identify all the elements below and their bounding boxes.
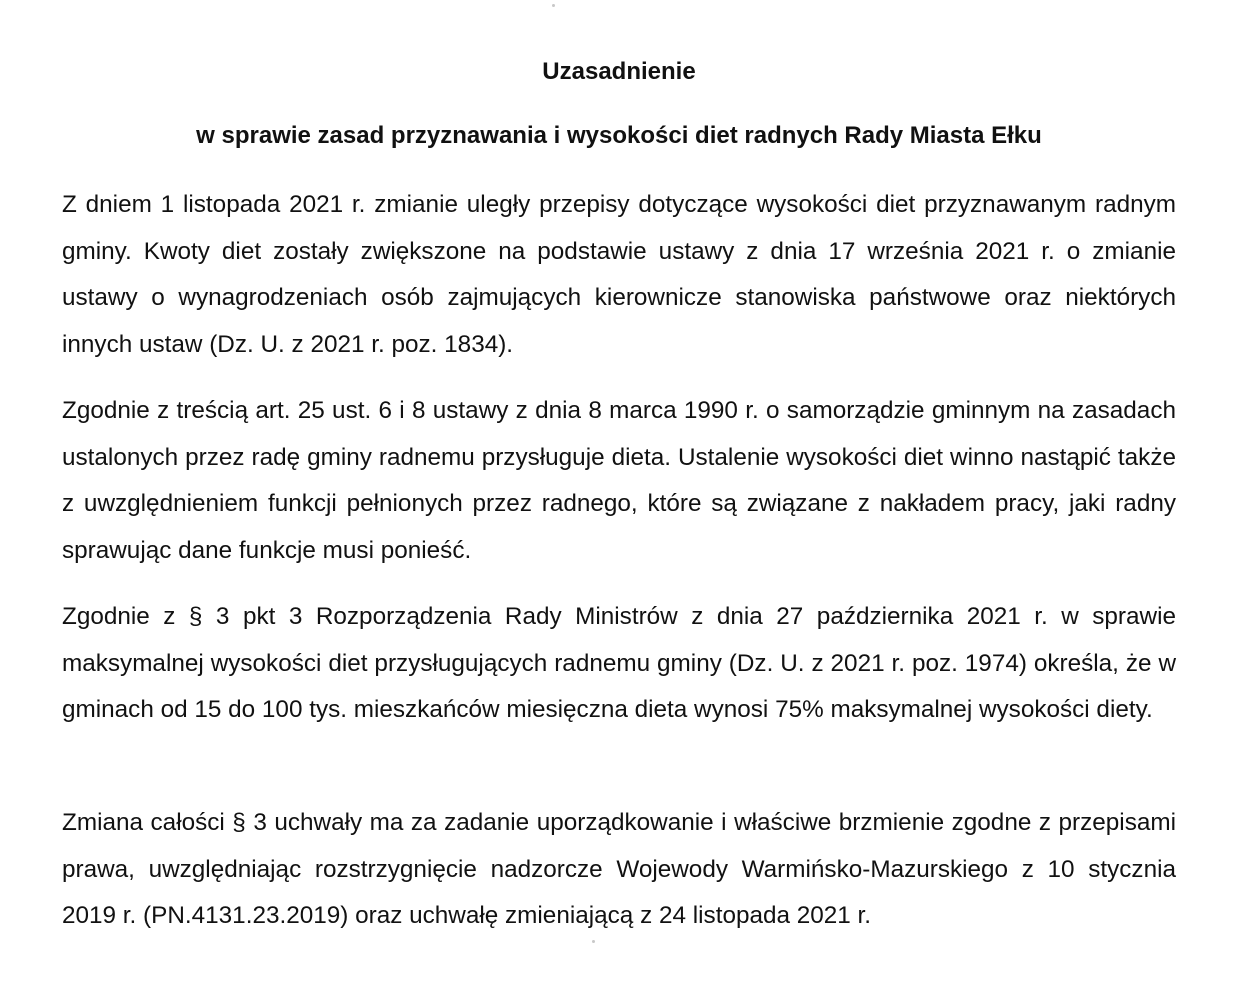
document-title: Uzasadnienie — [542, 58, 696, 85]
document-subtitle: w sprawie zasad przyznawania i wysokości diet radnych Rady Miasta Ełku — [196, 122, 1042, 149]
scan-speck — [592, 940, 595, 943]
paragraph-4: Zmiana całości § 3 uchwały ma za zadanie uporządkowanie i właściwe brzmienie zgodne z przepisami prawa, uwzględniając rozstrzygnięcie nadzorcze Wojewody Warmińsko-Mazurskiego z 10 stycznia 2019 r. (PN.4131.23.2019) oraz uchwałę zmieniającą z 24 listopada 2021 r. — [62, 809, 1176, 929]
scan-speck — [552, 4, 555, 7]
paragraph-1: Z dniem 1 listopada 2021 r. zmianie uległy przepisy dotyczące wysokości diet przyznawanym radnym gminy. Kwoty diet zostały zwiększone na podstawie ustawy z dnia 17 września 2021 r. o zmianie ustawy o wynagrodzeniach osób zajmujących kierownicze stanowiska państwowe oraz niektórych innych ustaw (Dz. U. z 2021 r. poz. 1834). — [62, 191, 1176, 358]
paragraph-3: Zgodnie z § 3 pkt 3 Rozporządzenia Rady Ministrów z dnia 27 października 2021 r. w sprawie maksymalnej wysokości diet przysługujących radnemu gminy (Dz. U. z 2021 r. poz. 1974) określa, że w gminach od 15 do 100 tys. mieszkańców miesięczna dieta wynosi 75% maksymalnej wysokości diety. — [62, 603, 1176, 723]
paragraph-2: Zgodnie z treścią art. 25 ust. 6 i 8 ustawy z dnia 8 marca 1990 r. o samorządzie gminnym na zasadach ustalonych przez radę gminy radnemu przysługuje dieta. Ustalenie wysokości diet winno nastąpić także z uwzględnieniem funkcji pełnionych przez radnego, które są związane z nakładem pracy, jaki radny sprawując dane funkcje musi ponieść. — [62, 397, 1176, 564]
